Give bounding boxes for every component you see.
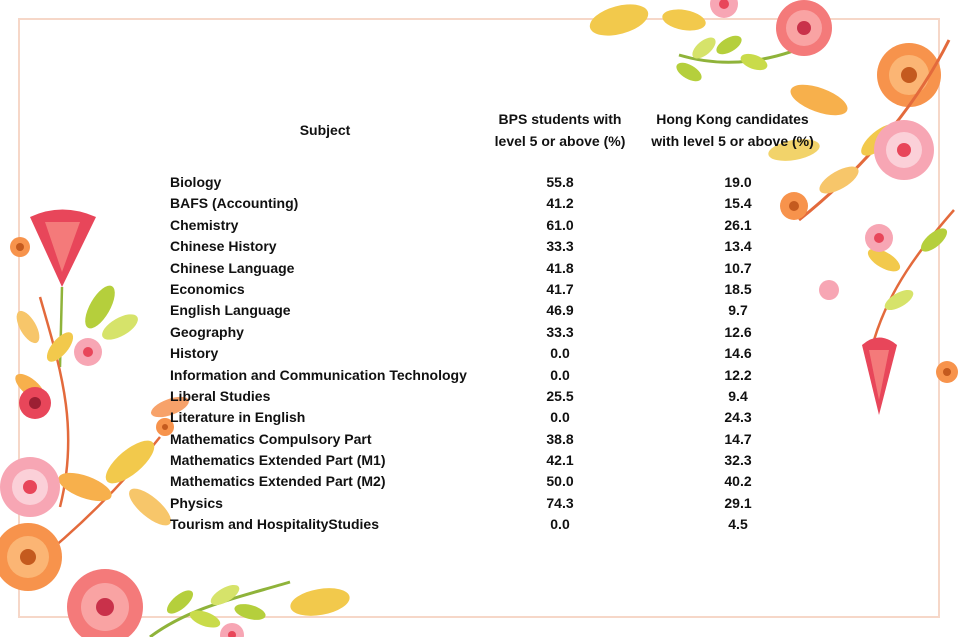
column-header-bps (485, 108, 635, 152)
hk-cell: 9.4 (728, 387, 748, 404)
bps-cell: 0.0 (550, 516, 570, 533)
hk-cell: 18.5 (724, 280, 752, 297)
table-row (170, 450, 810, 471)
subject-cell: Economics (170, 280, 245, 297)
subject-cell: Tourism and HospitalityStudies (170, 516, 379, 533)
subject-cell: Liberal Studies (170, 387, 271, 404)
bps-cell: 41.7 (546, 280, 574, 297)
hk-cell: 14.7 (724, 430, 752, 447)
bps-cell: 46.9 (546, 302, 574, 319)
column-header-bps-line1: BPS students with (498, 111, 622, 127)
hk-cell: 40.2 (724, 473, 752, 490)
subject-cell: Mathematics Extended Part (M1) (170, 452, 386, 469)
table-row (170, 343, 810, 364)
bps-cell: 38.8 (546, 430, 574, 447)
hk-cell: 26.1 (724, 216, 752, 233)
table-row (170, 322, 810, 343)
hk-cell: 12.2 (724, 366, 752, 383)
bps-cell: 74.3 (546, 494, 574, 511)
bps-cell: 33.3 (546, 238, 574, 255)
subject-cell: Chemistry (170, 216, 239, 233)
table-row (170, 493, 810, 514)
bps-cell: 0.0 (550, 345, 570, 362)
bps-cell: 25.5 (546, 387, 574, 404)
subject-cell: English Language (170, 302, 291, 319)
subject-cell: Mathematics Extended Part (M2) (170, 473, 386, 490)
subject-cell: Physics (170, 494, 223, 511)
bps-cell: 0.0 (550, 366, 570, 383)
table-row (170, 236, 810, 257)
bps-cell: 41.8 (546, 259, 574, 276)
column-header-hk-line1: Hong Kong candidates (656, 111, 809, 127)
table-row (170, 300, 810, 321)
table-row (170, 386, 810, 407)
table-row (170, 215, 810, 236)
table-row (170, 471, 810, 492)
hk-cell: 10.7 (724, 259, 752, 276)
hk-cell: 32.3 (724, 452, 752, 469)
hk-cell: 24.3 (724, 409, 752, 426)
hk-cell: 9.7 (728, 302, 748, 319)
table-row (170, 365, 810, 386)
table-row (170, 172, 810, 193)
subject-cell: Chinese History (170, 238, 277, 255)
column-header-hk (640, 108, 825, 152)
subject-cell: History (170, 345, 219, 362)
bps-cell: 0.0 (550, 409, 570, 426)
subject-cell: Information and Communication Technology (170, 366, 467, 383)
hk-cell: 14.6 (724, 345, 752, 362)
column-header-subject (290, 119, 360, 141)
table-row (170, 193, 810, 214)
subject-cell: Chinese Language (170, 259, 295, 276)
subject-cell: Geography (170, 323, 244, 340)
hk-cell: 19.0 (724, 174, 752, 190)
hk-cell: 29.1 (724, 494, 752, 511)
table-row (170, 407, 810, 428)
hk-cell: 13.4 (724, 238, 752, 255)
column-header-hk-line2: with level 5 or above (%) (651, 133, 814, 149)
subject-cell: Mathematics Compulsory Part (170, 430, 372, 447)
bps-cell: 33.3 (546, 323, 574, 340)
table-row (170, 279, 810, 300)
hk-cell: 15.4 (724, 195, 752, 212)
subject-cell: BAFS (Accounting) (170, 195, 299, 212)
bps-cell: 61.0 (546, 216, 574, 233)
hk-cell: 4.5 (728, 516, 748, 533)
table-row (170, 429, 810, 450)
bps-cell: 50.0 (546, 473, 574, 490)
subject-cell: Biology (170, 174, 222, 190)
bps-cell: 42.1 (546, 452, 574, 469)
column-header-subject-label: Subject (299, 122, 351, 138)
table-row (170, 514, 810, 535)
column-header-bps-line2: level 5 or above (%) (494, 133, 626, 149)
table-row (170, 258, 810, 279)
bps-cell: 55.8 (546, 174, 574, 190)
subject-cell: Literature in English (170, 409, 306, 426)
bps-cell: 41.2 (546, 195, 574, 212)
table-body (170, 172, 810, 536)
hk-cell: 12.6 (724, 323, 752, 340)
